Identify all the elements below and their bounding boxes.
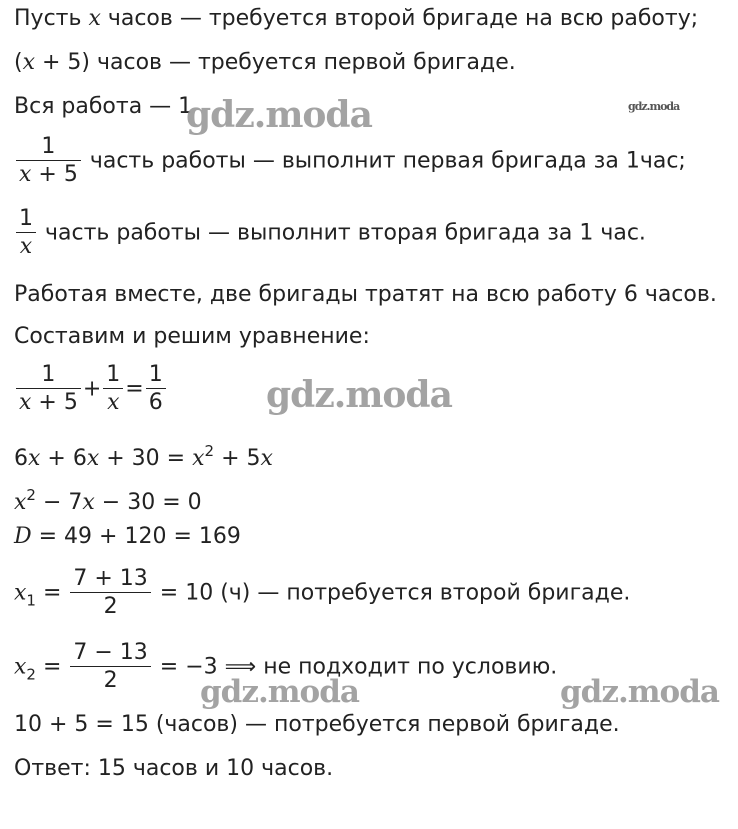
text: =: [35, 580, 69, 606]
numerator: 7 − 13: [73, 640, 148, 665]
var-x: x: [192, 446, 205, 471]
fraction: [103, 362, 123, 417]
denominator: 2: [70, 666, 150, 695]
denominator: x: [103, 388, 123, 417]
var-x: x: [14, 580, 27, 606]
numerator: 1: [41, 362, 56, 387]
text: = 49 + 120 = 169: [31, 524, 241, 549]
equation-1: [14, 362, 168, 417]
denominator: [16, 388, 81, 417]
fraction: [146, 362, 166, 417]
var-x: x: [19, 162, 32, 187]
text: Составим и решим уравнение:: [14, 324, 370, 349]
var-x: x: [82, 490, 95, 515]
answer-text: Ответ: 15 часов и 10 часов.: [14, 756, 334, 781]
var-x: x: [28, 446, 41, 471]
var-x: x: [86, 446, 100, 471]
exponent: 2: [204, 442, 215, 460]
numerator: 1: [106, 362, 121, 387]
text: часть работы — выполнит первая бригада за 1час;: [89, 148, 686, 174]
subscript: 2: [26, 665, 36, 684]
denominator: 6: [146, 388, 166, 417]
var-x: x: [14, 490, 27, 515]
watermark: gdz.moda: [186, 94, 372, 136]
answer: [14, 754, 333, 784]
line-4: [14, 134, 686, 189]
exponent: 2: [26, 486, 36, 504]
line-5: [14, 206, 646, 261]
equation-3: [14, 480, 202, 518]
text: + 5: [214, 446, 261, 471]
watermark: gdz.moda: [266, 374, 452, 416]
denominator: [16, 160, 81, 189]
text: = 10 (ч) — потребуется второй бригаде.: [152, 580, 631, 606]
numerator: 1: [148, 362, 163, 387]
watermark: gdz.moda: [200, 674, 359, 710]
equation-5: [14, 566, 630, 621]
text: = −3 ⟹ не подходит по условию.: [152, 654, 558, 680]
var-x: x: [88, 6, 101, 31]
subscript: 1: [26, 591, 36, 610]
denominator: x: [16, 232, 36, 261]
line-3: [14, 92, 192, 122]
plus-sign: +: [82, 376, 102, 402]
text: =: [35, 654, 69, 680]
text: 6: [14, 446, 28, 471]
watermark: gdz.moda: [628, 100, 680, 113]
line-7: [14, 322, 370, 352]
text: − 7: [35, 490, 83, 515]
watermark: gdz.moda: [560, 674, 719, 710]
line-2: [14, 48, 516, 78]
var-x: x: [14, 654, 27, 680]
numerator: 1: [19, 206, 33, 231]
line-6: [14, 280, 717, 310]
text: + 5) часов — требуется первой бригаде.: [35, 50, 516, 75]
text: часть работы — выполнит вторая бригада за 1 час.: [45, 220, 646, 246]
equals-sign: =: [125, 376, 144, 402]
text: Пусть: [14, 6, 89, 31]
numerator: 1: [41, 134, 56, 159]
fraction: [16, 134, 81, 189]
var-d: D: [14, 524, 32, 549]
numerator: 7 + 13: [73, 566, 148, 591]
line-1: [14, 4, 698, 34]
text: − 30 = 0: [94, 490, 202, 515]
var-x: x: [260, 446, 273, 471]
fraction: [16, 206, 36, 261]
var-x: x: [22, 50, 36, 75]
equation-7: [14, 710, 620, 740]
fraction: [70, 566, 150, 621]
fraction: [70, 640, 150, 695]
text: + 30 =: [99, 446, 193, 471]
equation-4: [14, 522, 241, 552]
equation-2: [14, 436, 273, 474]
text: + 5: [31, 390, 78, 415]
text: 10 + 5 = 15 (часов) — потребуется первой бригаде.: [14, 712, 620, 737]
text: + 6: [40, 446, 87, 471]
text: часов — требуется второй бригаде на всю работу;: [100, 6, 699, 31]
text: + 5: [31, 162, 78, 187]
text: Работая вместе, две бригады тратят на всю работу 6 часов.: [14, 282, 717, 307]
text: Вся работа — 1: [14, 94, 193, 119]
text: (: [14, 50, 23, 75]
denominator: 2: [70, 592, 150, 621]
fraction: [16, 362, 81, 417]
var-x: x: [19, 390, 32, 415]
